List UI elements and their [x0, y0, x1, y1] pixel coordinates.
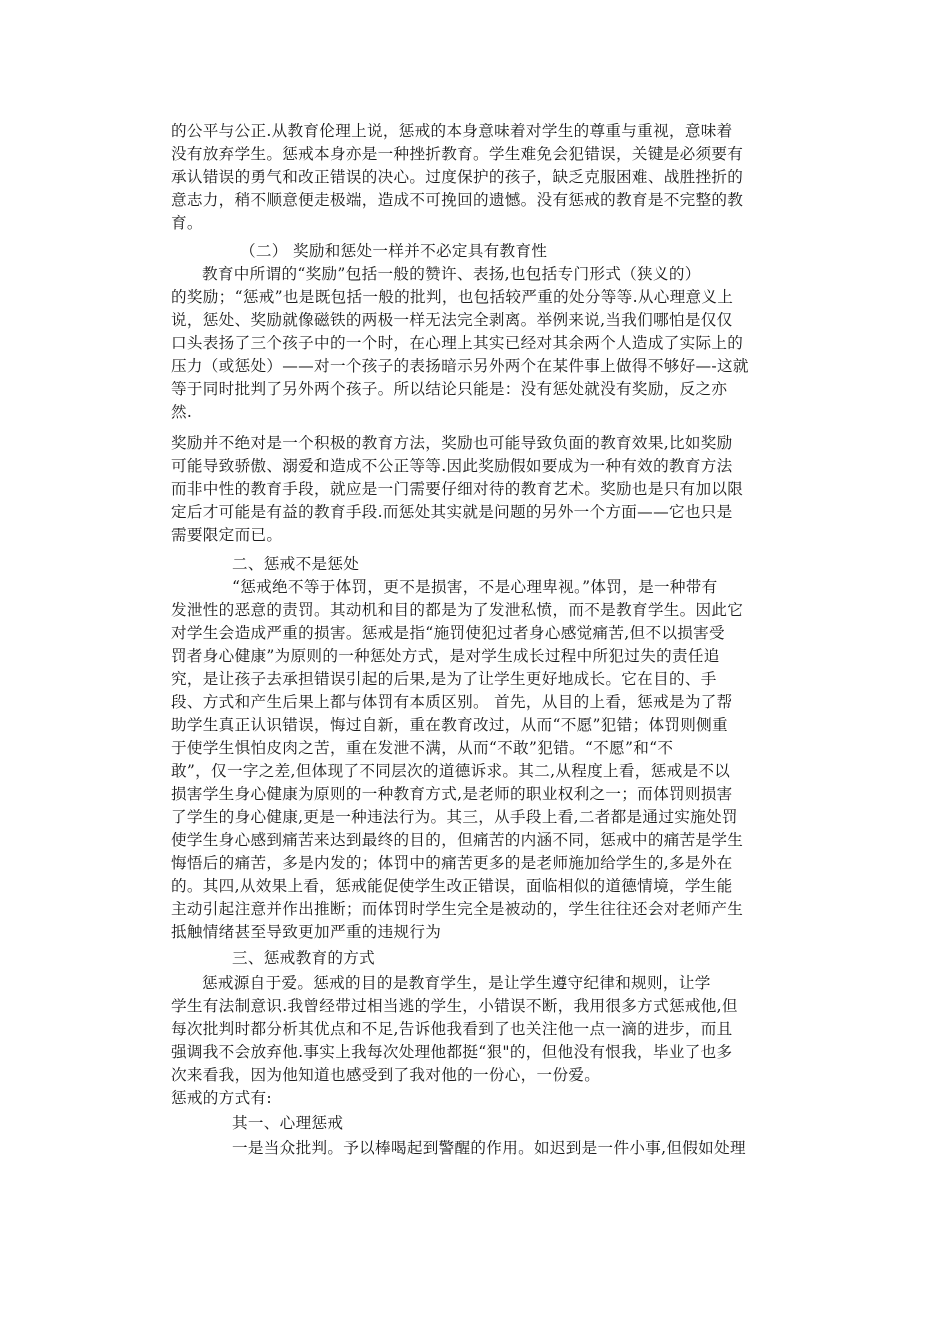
text-line: 学生有法制意识.我曾经带过相当逃的学生，小错误不断，我用很多方式惩戒他,但 [171, 997, 738, 1015]
section-heading: （二） 奖励和惩处一样并不必定具有教育性 [240, 242, 548, 260]
text-line: 次来看我，因为他知道也感受到了我对他的一份心，一份爱。 [171, 1066, 601, 1084]
text-line: 敢”，仅一字之差,但体现了不同层次的道德诉求。其二,从程度上看，惩戒是不以 [171, 762, 731, 780]
text-line: 于使学生惧怕皮肉之苦，重在发泄不满，从而“不敢”犯错。“不愿”和“不 [171, 739, 674, 757]
text-line: 说，惩处、奖励就像磁铁的两极一样无法完全剥离。举例来说,当我们哪怕是仅仅 [171, 311, 733, 329]
text-line: 意志力，稍不顺意便走极端，造成不可挽回的遗憾。没有惩戒的教育是不完整的教 [171, 191, 744, 209]
text-line: 的公平与公正.从教育伦理上说，惩戒的本身意味着对学生的尊重与重视，意味着 [171, 122, 733, 140]
text-line: 损害学生身心健康为原则的一种教育方式,是老师的职业权利之一；而体罚则损害 [171, 785, 733, 803]
text-line: “惩戒绝不等于体罚，更不是损害，不是心理卑视。”体罚，是一种带有 [232, 578, 718, 596]
section-heading: 三、惩戒教育的方式 [232, 949, 376, 967]
text-line: 等于同时批判了另外两个孩子。所以结论只能是：没有惩处就没有奖励，反之亦 [171, 380, 728, 398]
text-line: 惩戒源自于爱。惩戒的目的是教育学生，是让学生遵守纪律和规则，让学 [202, 974, 711, 992]
text-line: 究，是让孩子去承担错误引起的后果,是为了让学生更好地成长。它在目的、手 [171, 670, 717, 688]
text-line: 育。 [171, 214, 203, 232]
text-line: 教育中所谓的“奖励”包括一般的赞许、表扬,也包括专门形式（狭义的） [202, 265, 701, 283]
text-line: 惩戒的方式有: [171, 1089, 272, 1107]
text-line: 的。其四,从效果上看，惩戒能促使学生改正错误，面临相似的道德情境，学生能 [171, 877, 733, 895]
section-heading: 其一、心理惩戒 [232, 1114, 344, 1132]
section-heading: 二、惩戒不是惩处 [232, 555, 360, 573]
text-line: 奖励并不绝对是一个积极的教育方法，奖励也可能导致负面的教育效果,比如奖励 [171, 434, 733, 452]
text-line: 的奖励；“惩戒”也是既包括一般的批判，也包括较严重的处分等等.从心理意义上 [171, 288, 734, 306]
text-line: 一是当众批判。予以棒喝起到警醒的作用。如迟到是一件小事,但假如处理 [232, 1139, 746, 1157]
text-line: 压力（或惩处）——对一个孩子的表扬暗示另外两个在某件事上做得不够好—-这就 [171, 357, 749, 375]
text-line: 需要限定而已。 [171, 526, 283, 544]
text-line: 主动引起注意并作出推断；而体罚时学生完全是被动的，学生往往还会对老师产生 [171, 900, 744, 918]
text-line: 而非中性的教育手段，就应是一门需要仔细对待的教育艺术。奖励也是只有加以限 [171, 480, 744, 498]
text-line: 罚者身心健康”为原则的一种惩处方式，是对学生成长过程中所犯过失的责任追 [171, 647, 720, 665]
text-line: 使学生身心感到痛苦来达到最终的目的，但痛苦的内涵不同，惩戒中的痛苦是学生 [171, 831, 744, 849]
text-line: 段、方式和产生后果上都与体罚有本质区别。 首先，从目的上看，惩戒是为了帮 [171, 693, 733, 711]
text-line: 没有放弃学生。惩戒本身亦是一种挫折教育。学生难免会犯错误，关键是必须要有 [171, 145, 744, 163]
text-line: 悔悟后的痛苦，多是内发的；体罚中的痛苦更多的是老师施加给学生的,多是外在 [171, 854, 733, 872]
text-line: 承认错误的勇气和改正错误的决心。过度保护的孩子，缺乏克服困难、战胜挫折的 [171, 168, 744, 186]
text-line: 每次批判时都分析其优点和不足,告诉他我看到了也关注他一点一滴的进步，而且 [171, 1020, 733, 1038]
text-line: 然. [171, 403, 193, 421]
text-line: 抵触情绪甚至导致更加严重的违规行为 [171, 923, 442, 941]
text-line: 发泄性的恶意的责罚。其动机和目的都是为了发泄私愤，而不是教育学生。因此它 [171, 601, 744, 619]
text-line: 可能导致骄傲、溺爱和造成不公正等等.因此奖励假如要成为一种有效的教育方法 [171, 457, 733, 475]
text-line: 对学生会造成严重的损害。惩戒是指“施罚使犯过者身心感觉痛苦,但不以损害受 [171, 624, 725, 642]
text-line: 强调我不会放弃他.事实上我每次处理他都挺“狠"的，但他没有恨我，毕业了也多 [171, 1043, 733, 1061]
text-line: 口头表扬了三个孩子中的一个时，在心理上其实已经对其余两个人造成了实际上的 [171, 334, 744, 352]
text-line: 定后才可能是有益的教育手段.而惩处其实就是问题的另外一个方面——它也只是 [171, 503, 733, 521]
text-line: 了学生的身心健康,更是一种违法行为。其三，从手段上看,二者都是通过实施处罚 [171, 808, 738, 826]
text-line: 助学生真正认识错误，悔过自新，重在教育改过，从而“不愿”犯错；体罚则侧重 [171, 716, 728, 734]
